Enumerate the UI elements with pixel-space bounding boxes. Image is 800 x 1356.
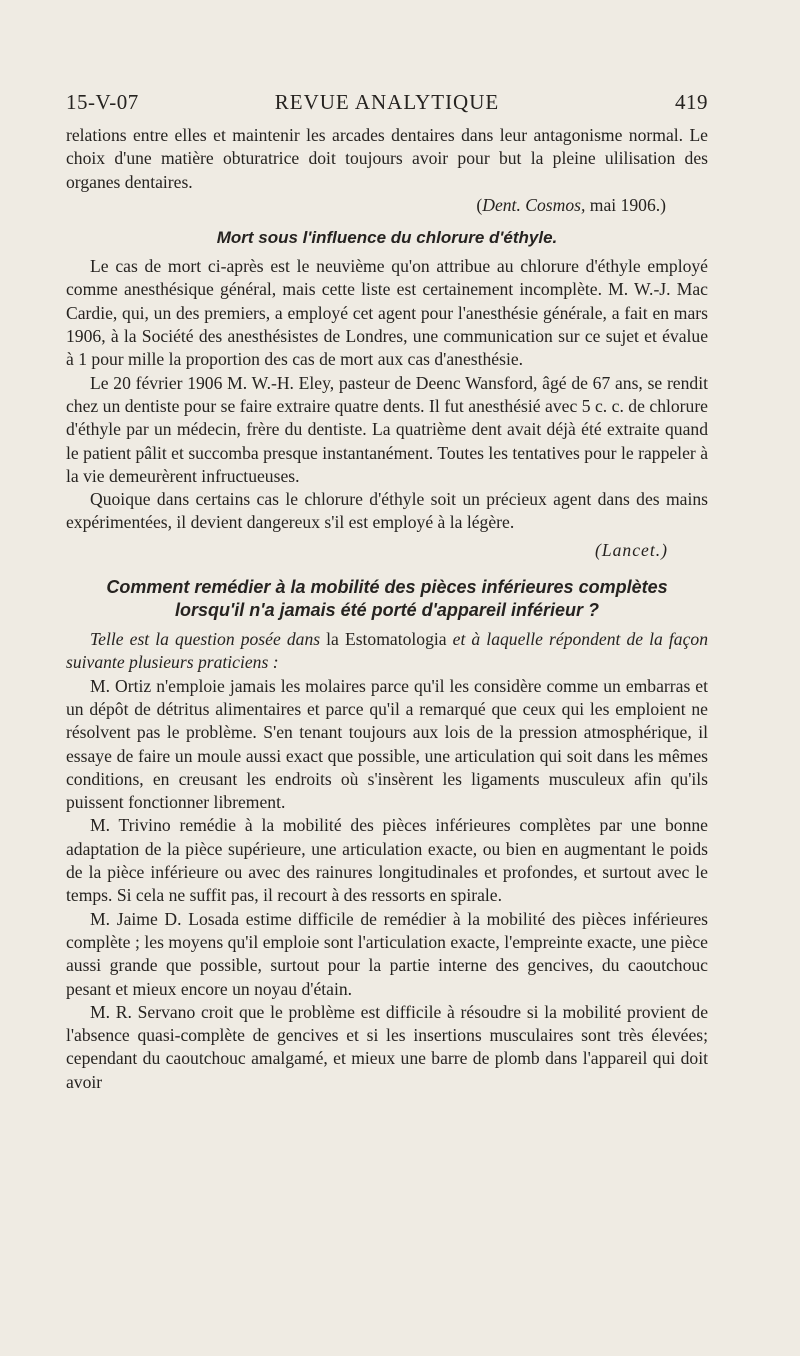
heading-line-1: Comment remédier à la mobilité des pièces inférieures complètes bbox=[106, 577, 668, 598]
source-citation-cosmos: (Dent. Cosmos, mai 1906.) bbox=[476, 194, 666, 215]
paragraph-chlorure-3: Quoique dans certains cas le chlorure d'éthyle soit un précieux agent dans des mains expérimentées, il devient dangereux s'il est employé à la légère. bbox=[66, 489, 708, 533]
source-citation-lancet: (Lancet.) bbox=[594, 539, 668, 560]
section-heading-chlorure: Mort sous l'influence du chlorure d'éthyle. bbox=[216, 228, 558, 248]
paragraph-servano: M. R. Servano croit que le problème est difficile à résoudre si la mobilité provient de l'absence quasi-complète de gencives et si les insertions musculaires sont très élevées; cependant du caoutchouc amalgamé, et mieux une barre de plomb dans l'appareil qui doit avoir bbox=[66, 1001, 708, 1092]
journal-title: REVUE ANALYTIQUE bbox=[274, 90, 500, 114]
paragraph-chlorure-2: Le 20 février 1906 M. W.-H. Eley, pasteur de Deenc Wansford, âgé de 67 ans, se rendit chez un dentiste pour se faire extraire quatre dents. Il fut anesthésié avec 5 c. c. de chlorure d'éthyle par un médecin, frère du dentiste. La quatrième dent avait déjà été extraite quand le patient pâlit et succomba presque instantanément. Toutes les tentatives pour le rappeler à la vie demeurèrent infructueuses. bbox=[66, 372, 708, 486]
paragraph-chlorure-1: Le cas de mort ci-après est le neuvième qu'on attribue au chlorure d'éthyle employé comme anesthésique général, mais cette liste est certainement incomplète. M. W.-J. Mac Cardie, qui, un des premiers, a employé cet agent pour l'anesthésie générale, a fait en mars 1906, à la Société des anesthésistes de Londres, une communication sur ce sujet et évalue à 1 pour mille la proportion des cas de mort aux cas d'anesthésie. bbox=[66, 256, 708, 370]
heading-line-2: lorsqu'il n'a jamais été porté d'appareil inférieur ? bbox=[175, 600, 599, 621]
intro-paragraph: Telle est la question posée dans la Estomatologia et à laquelle répondent de la façon suivante plusieurs praticiens : bbox=[66, 629, 708, 673]
paragraph-ortiz: M. Ortiz n'emploie jamais les molaires parce qu'il les considère comme un embarras et un dépôt de détritus alimentaires et parce qu'il a remarqué que ceux qui les emploient ne résolvent pas le problème. S'en tenant toujours aux lois de la pression atmosphérique, il essaye de faire un moule aussi exact que possible, une articulation qui soit dans les mêmes conditions, en creusant les endroits où s'insèrent les ligaments musculeux afin qu'ils puissent fonctionner librement. bbox=[66, 675, 708, 813]
page-number: 419 bbox=[675, 90, 708, 114]
issue-date: 15-V-07 bbox=[66, 90, 139, 114]
paragraph-trivino: M. Trivino remédie à la mobilité des pièces inférieures complètes par une bonne adaptation de la pièce supérieure, une articulation exacte, ou bien en augmentant le poids de la pièce inférieure ou avec des rainures longitudinales et profondes, et surtout avec le temps. Si cela ne suffit pas, il recourt à des ressorts en spirale. bbox=[66, 815, 708, 906]
article-body bbox=[66, 124, 708, 1094]
continuation-paragraph: relations entre elles et maintenir les arcades dentaires dans leur antagonisme normal. Le choix d'une matière obturatrice doit toujours avoir pour but la pleine ulilisation des organes dentaires. bbox=[66, 125, 708, 192]
running-header bbox=[66, 90, 708, 120]
paragraph-losada: M. Jaime D. Losada estime difficile de remédier à la mobilité des pièces inférieures complète ; les moyens qu'il emploie sont l'articulation exacte, l'empreinte exacte, une pièce aussi grande que possible, surtout pour la partie interne des gencives, du caoutchouc pesant et mieux encore un noyau d'étain. bbox=[66, 908, 708, 999]
section-heading-mobilite bbox=[66, 576, 708, 622]
